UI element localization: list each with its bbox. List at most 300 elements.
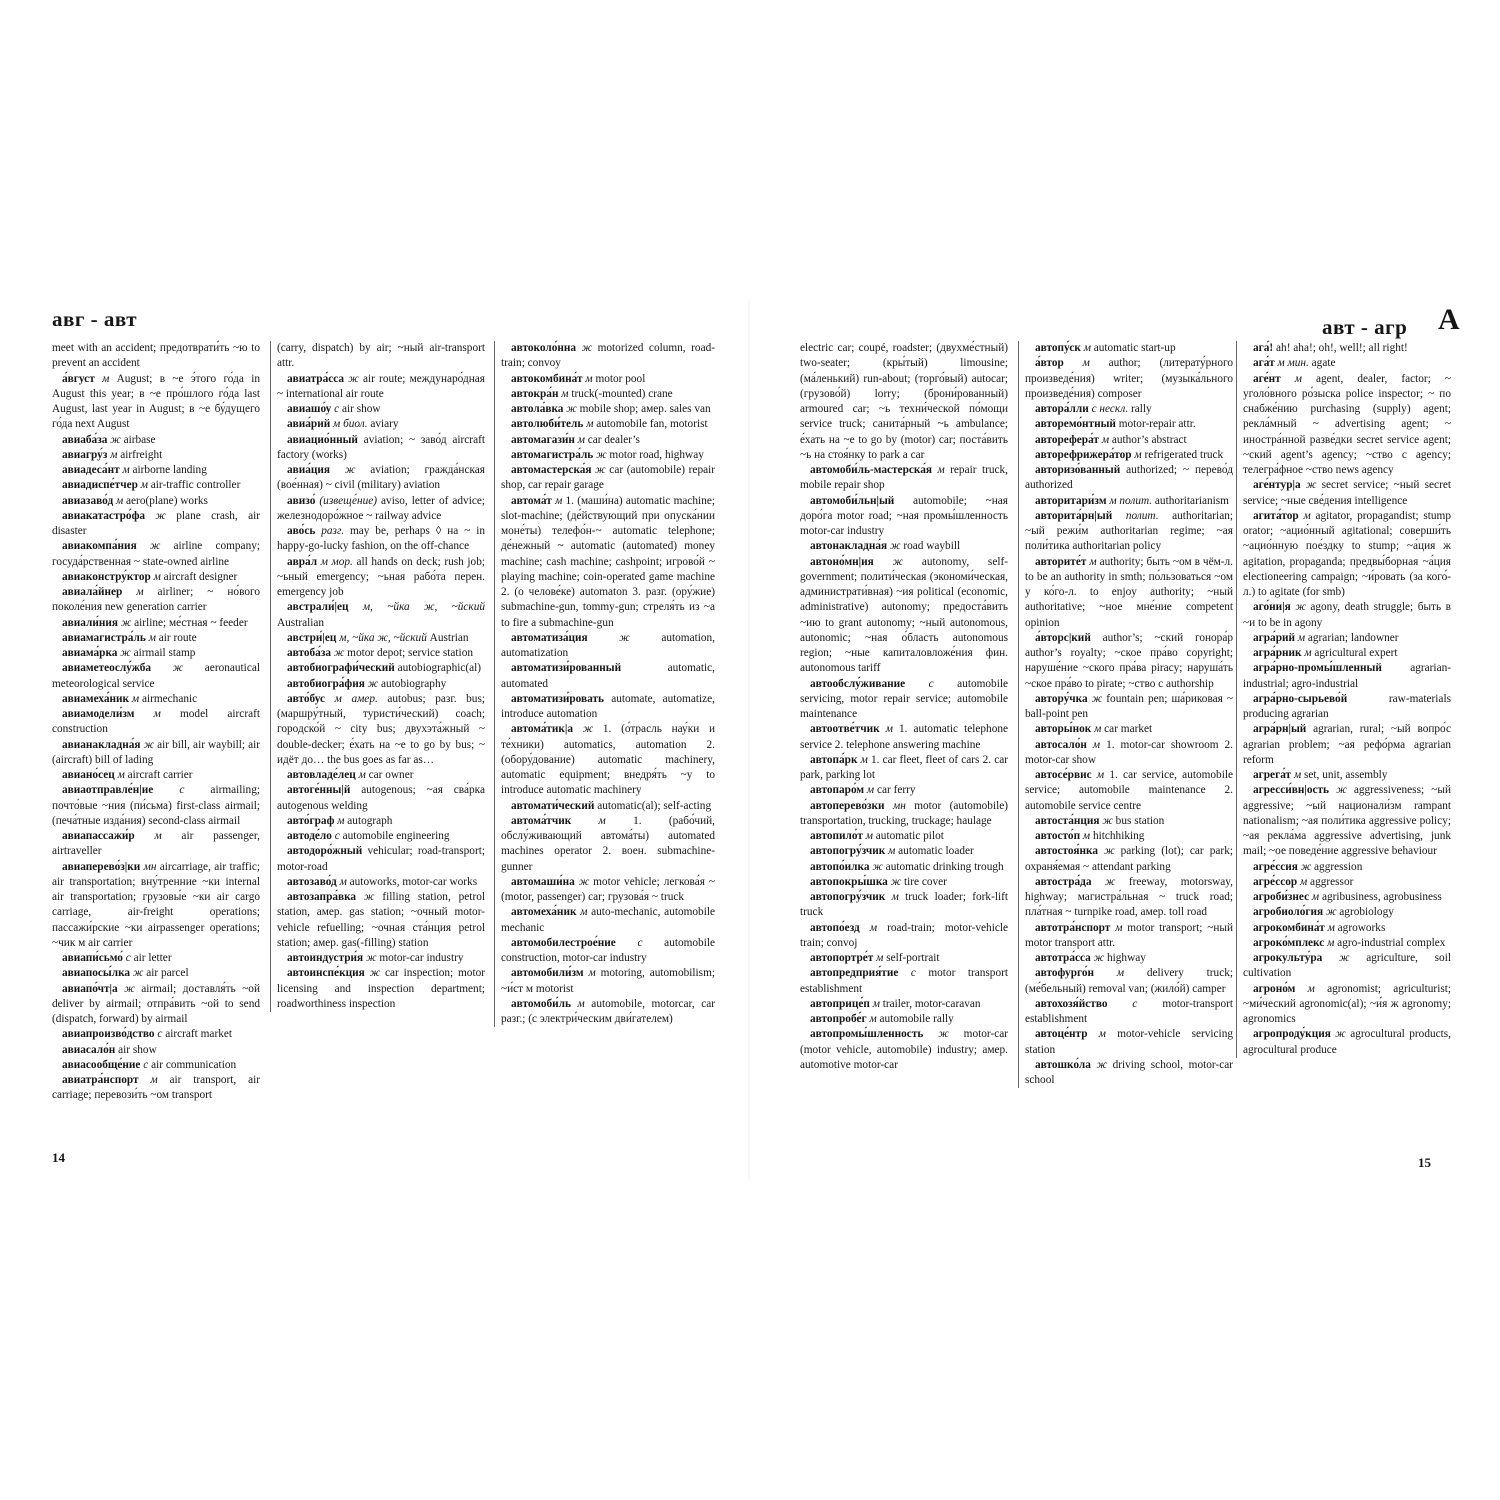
entry-grammar-label: ж [1300,860,1312,873]
dictionary-entry: автомоби́ль-мастерска́я м repair truck, mobile repair shop [800,464,1008,492]
entry-headword: агре́ссия [1253,860,1298,873]
entry-grammar-label: с [928,677,934,690]
entry-grammar-label: м [1082,830,1091,842]
dictionary-entry: авиазаво́д м aero(plane) works [62,494,208,507]
entry-headword: аво́сь [287,525,316,537]
entry-grammar-label: м [1304,647,1312,659]
dictionary-entry: авизо́ (извеще́ние) aviso, letter of advice; железнодоро́жное ~ railway advice [277,494,486,522]
entry-headword: автопредприя́тие [810,967,899,980]
dictionary-entry: автокомбина́т м motor pool [511,372,646,385]
entry-headword: авиапо́чт|а [62,982,118,995]
entry-headword: авторитари́зм [1035,494,1107,507]
dictionary-entry: а́вгуст м August; в ~е э́того го́да in August this year; в ~е про́шлого го́да last August, last year in August; в ~е бу́дущего го́да next August [52,372,260,431]
dictionary-entry: автоматизи́рованный automatic, automated [501,662,715,690]
entry-grammar-label: ж [367,677,379,690]
dictionary-entry: автопа́рк м 1. car fleet, fleet of cars 2. car park, parking lot [800,753,1008,781]
dictionary-entry: авто́бус м амер. autobus; разг. bus; (маршру́тный, туристи́ческий) coach; городско́й ~ city bus; двухэта́жный ~ double-decker; е́хать на ~е to go by bus; ~ идёт до… the bus goes as far as… [277,692,485,766]
entry-grammar-label: м [122,464,130,476]
entry-grammar-label: м [1327,921,1335,934]
entry-grammar-label: м [140,479,148,492]
entry-grammar-label: с [637,936,643,949]
entry-grammar-label: ж [890,875,902,888]
dictionary-entry: автома́тчик м 1. (рабо́чий, обслу́живающий автома́ты) automated machines operator 2. воен. submachine-gunner [501,814,716,873]
entry-headword: авиали́ния [62,616,118,629]
entry-headword: автофурго́н [1035,967,1094,980]
dictionary-entry: авиадиспе́тчер м air-traffic controller [62,479,241,492]
entry-grammar-label: ж [120,647,131,659]
dictionary-entry: авторефрижера́тор м refrigerated truck [1035,448,1224,461]
dictionary-entry: авторы́нок м car market [1035,723,1153,736]
dictionary-entry: автоинспе́кция ж car inspection; motor licensing and inspection department; roadworthiness inspection [277,967,485,1010]
entry-grammar-label: м [115,494,124,507]
dictionary-entry: автору́чка ж fountain pen; ша́риковая ~ ball-point pen [1025,692,1234,720]
entry-grammar-label: ж [1335,1028,1346,1041]
entry-grammar-label: м [1101,433,1110,446]
entry-grammar-label: ж [1325,906,1337,919]
dictionary-column-5 [1018,341,1233,1088]
dictionary-entry: автобиогра́фия ж autobiography [287,677,447,690]
dictionary-entry: агра́рий м agrarian; landowner [1253,631,1399,644]
entry-headword: автопаро́м [810,784,865,797]
entry-grammar-label: м [885,723,893,736]
entry-headword: автостра́да [1035,875,1092,888]
dictionary-entry: автопо́езд м road-train; motor-vehicle train; convoj [800,921,1008,949]
entry-headword: автомоби́ль-мастерска́я [810,464,932,476]
entry-grammar-label: м [1311,891,1320,903]
section-letter: А [1438,303,1460,336]
entry-headword: автома́тик|а [511,723,573,736]
dictionary-entry: авиапроизво́дство с aircraft market [62,1028,233,1041]
entry-grammar-label: м [154,830,162,842]
entry-headword: автоно́мн|ия [810,555,874,568]
entry-headword: автоге́нны|й [287,784,351,797]
entry-grammar-label: м полит. [1109,494,1153,507]
entry-grammar-label: ж [143,738,155,751]
entry-headword: авторита́рн|ый [1035,509,1113,522]
entry-headword: автомастерска́я [511,464,592,476]
entry-headword: автопа́рк [810,753,858,766]
dictionary-entry: а́вторс|кий author’s; ~ский гонора́р author’s royalty; ~ское пра́во copyright; наруше́ние ~ского пра́ва piracy; наруша́ть ~ское пра́во to pirate; ~ство с authorship [1025,631,1233,690]
entry-headword: агресси́вн|ость [1253,784,1330,797]
dictionary-entry: авианакладна́я ж air bill, air waybill; air (aircraft) bill of lading [52,738,260,766]
entry-grammar-label: м [339,875,347,888]
page-number-left: 14 [52,1150,65,1165]
entry-grammar-label: м [586,418,594,431]
entry-headword: авизо́ [287,494,316,507]
dictionary-column-4 [800,341,1008,1073]
entry-headword: агрега́т [1253,769,1292,781]
entry-headword: авиапассажи́р [62,830,135,842]
entry-headword: автоинспе́кция [287,967,365,980]
dictionary-entry: агресси́вн|ость ж aggressiveness; ~ый aggressive; ~ый национали́зм rampant nationalism; ~ая поли́тика aggressive policy; ~ая рекла́ма aggressive advertising, junk mail; ~ое поведе́ние aggressive behaviour [1243,784,1451,858]
entry-headword: аго́ни|я [1253,601,1291,614]
dictionary-entry: автотра́нспорт м motor transport; ~ный motor transport attr. [1025,921,1234,949]
dictionary-entry: автоиндустри́я ж motor-car industry [287,952,464,964]
dictionary-entry: автосе́рвис м 1. car service, automobile service; automobile maintenance 2. automobile service centre [1025,769,1233,812]
entry-grammar-label: ж [1104,875,1116,888]
dictionary-entry: авиасообще́ние с air communication [62,1058,237,1071]
entry-grammar-label: м [1092,738,1101,751]
entry-grammar-label: разг. [321,525,345,537]
dictionary-entry: авиапассажи́р м air passenger, airtraveller [52,830,260,858]
entry-headword: авиадиспе́тчер [62,479,138,492]
entry-grammar-label: м [580,906,588,919]
dictionary-entry: автообслу́живание с automobile servicing, motor repair service; automobile maintenance [800,677,1008,720]
dictionary-entry: автомагази́н м car dealer’s [511,433,640,446]
entry-grammar-label: м [1094,723,1102,736]
entry-grammar-label: м [1098,1028,1106,1041]
dictionary-entry: автора́лли с нескл. rally [1035,403,1152,415]
dictionary-entry: авиакатастро́фа ж plane crash, air disaster [52,509,261,537]
page-number-right: 15 [1418,1155,1431,1170]
entry-headword: автостоя́нка [1035,845,1098,858]
entry-grammar-label: ж [1104,845,1115,858]
entry-headword: автоперево́зки [810,799,885,812]
entry-headword: автоце́нтр [1035,1028,1088,1041]
entry-headword: авиаотправле́н|ие [62,784,154,797]
dictionary-entry: автоде́ло с automobile engineering [287,830,450,842]
entry-headword: авиамеха́ник [62,692,130,705]
dictionary-entry: а́втор м author; (литерату́рного произведе́ния) writer; (музыка́льного произведе́ния) composer [1025,357,1233,400]
dictionary-entry: авиапосы́лка ж air parcel [62,967,189,980]
dictionary-entry: авиаконстру́ктор м aircraft designer [62,570,238,583]
entry-grammar-label: ж [149,540,161,553]
entry-grammar-label: м [110,448,118,461]
entry-headword: автолюби́тель [511,418,584,431]
dictionary-entry: авторизо́ванный authorized; ~ перево́д authorized [1025,464,1233,492]
entry-headword: агра́рно-сырьево́й [1253,692,1348,705]
dictionary-entry: автотра́сса ж highway [1035,952,1146,964]
dictionary-entry: автомоби́льн|ый automobile; ~ная доро́га motor road; ~ная промы́шленность motor-car industry [800,494,1008,537]
dictionary-entry: автовладе́лец м car owner [287,769,414,781]
entry-headword: автомоби́ль [511,997,571,1010]
entry-grammar-label: м [561,387,569,400]
entry-grammar-label: м [1096,769,1105,781]
entry-headword: авторы́нок [1035,723,1092,736]
entry-headword: ага́т [1253,357,1275,370]
entry-grammar-label: м [891,891,899,903]
entry-grammar-label: м [102,372,110,385]
entry-continuation: meet with an accident; предотврати́ть ~ю to prevent an accident [52,342,260,370]
entry-headword: автору́чка [1035,692,1088,705]
entry-headword: агропроду́кция [1253,1028,1331,1041]
entry-grammar-label: м биол. [333,418,368,431]
dictionary-entry: авиаперево́з|ки мн aircarriage, air traffic; air transportation; вну́тренние ~ки internal air transportation; грузовы́е ~ки air cargo carriage, air-freight operations; пассажи́рские ~ки airpassenger operations; ~чик м air carrier [52,860,260,949]
entry-headword: автобиографи́ческий [287,662,395,675]
entry-headword: автома́т [511,494,552,507]
entry-grammar-label: м [1082,357,1090,370]
entry-headword: авиама́рка [62,647,118,659]
entry-grammar-label: с [179,784,185,797]
entry-grammar-label: ж [595,464,606,476]
entry-headword: авиапосы́лка [62,967,131,980]
dictionary-entry: авра́л м мор. all hands on deck; rush job; ~ьный emergency; ~ьная рабо́та перен. emergency job [277,555,485,598]
dictionary-entry: агра́рник м agricultural expert [1253,647,1398,659]
entry-grammar-label: ж [581,342,593,354]
dictionary-entry: авиа́рий м биол. aviary [287,418,399,431]
entry-grammar-label: м, ~йка ж, ~йский [339,631,427,644]
dictionary-entry: автоба́за ж motor depot; service station [287,647,473,659]
entry-headword: авиамагистра́ль [62,631,146,644]
entry-grammar-label: м [136,586,144,598]
entry-headword: автотра́сса [1035,952,1091,964]
entry-headword: авторизо́ванный [1035,464,1121,476]
dictionary-entry: автоматиза́ция ж automation, automatization [501,631,715,659]
dictionary-entry: автомобилестрое́ние с automobile construction, motor-car industry [501,936,716,964]
dictionary-entry: авиамеха́ник м airmechanic [62,692,198,705]
entry-headword: автоба́за [287,647,332,659]
dictionary-entry: агита́тор м agitator, propagandist; stump orator; ~ацио́нный agitational; соверши́ть ~ацио́нную пое́здку to stump; ~а́ция ж agitation, propaganda; предвы́борная ~а́ция electioneering campaign; ~и́ровать (за кого́-л.) to agitate (for smb) [1243,509,1451,598]
entry-headword: авиадеса́нт [62,464,120,476]
entry-grammar-label: м [876,952,884,964]
entry-grammar-label: ж [1336,784,1347,797]
dictionary-entry: авиапо́чт|а ж airmail; доставля́ть ~ой deliver by airmail; отпра́вить ~ой to send (dispatch, forward) by airmail [52,982,260,1025]
dictionary-entry: автомагистра́ль ж motor road, highway [511,448,704,461]
dictionary-entry: авто́граф м autograph [287,814,393,827]
entry-grammar-label: м [1294,372,1302,385]
entry-headword: авиацио́нный [287,433,358,446]
entry-grammar-label: м мин. [1277,357,1309,370]
dictionary-entry: авиашо́у с air show [287,403,381,415]
entry-headword: авиаконстру́ктор [62,570,151,583]
entry-headword: агроби́знес [1253,891,1310,903]
entry-grammar-label: (извеще́ние) [319,494,378,507]
entry-headword: агита́тор [1253,509,1299,522]
dictionary-entry: автомобили́зм м motoring, automobilism; ~и́ст м motorist [501,967,716,995]
entry-grammar-label: ж [1102,814,1113,827]
dictionary-entry: аге́нтур|а ж secret service; ~ный secret service; ~ные све́дения intelligence [1243,479,1451,507]
entry-headword: агра́рно-промы́шленный [1253,662,1382,675]
entry-grammar-label: с [910,967,916,980]
entry-grammar-label: м [1115,921,1123,934]
dictionary-entry: авиамагистра́ль м air route [62,631,197,644]
entry-headword: авиала́йнер [62,586,123,598]
dictionary-entry: авиала́йнер м airliner; ~ но́вого поколе́ния new generation carrier [52,586,260,614]
dictionary-entry: авиапи́сьмо́ с air letter [62,952,172,964]
entry-headword: автокомбина́т [511,372,583,385]
entry-grammar-label: м [1083,342,1091,354]
entry-headword: автосто́п [1035,830,1081,842]
entry-headword: автомати́ческий [511,799,595,812]
entry-headword: автозаво́д [287,875,337,888]
entry-headword: автома́тчик [511,814,572,827]
entry-grammar-label: ж [333,647,345,659]
entry-headword: авиано́сец [62,769,115,781]
entry-grammar-label: ж [619,631,630,644]
entry-grammar-label: ж [124,982,135,995]
entry-headword: автообслу́живание [810,677,906,690]
entry-headword: авторефера́т [1035,433,1099,446]
entry-grammar-label: с [1132,997,1138,1010]
entry-grammar-label: м [585,372,593,385]
entry-headword: автопу́ск [1035,342,1081,354]
entry-grammar-label: м [131,692,140,705]
entry-grammar-label: ж [578,875,590,888]
entry-headword: ага́! [1253,342,1274,354]
entry-headword: автопогру́зчик [810,845,886,858]
entry-headword: автомагази́н [511,433,575,446]
entry-grammar-label: ж [365,952,377,964]
dictionary-entry: авиано́сец м aircraft carrier [62,769,193,781]
dictionary-entry: автопредприя́тие с motor transport establishment [800,967,1009,995]
entry-headword: автокра́н [511,387,559,400]
entry-headword: автопокры́шка [810,875,888,888]
entry-grammar-label: ж [872,860,883,873]
dictionary-entry: автостра́да ж freeway, motorsway, highway; магистра́льная ~ truck road; пла́тная ~ turnpike road, амер. toll road [1025,875,1233,919]
dictionary-entry: авиаба́за ж airbase [62,433,156,446]
dictionary-entry: автоотве́тчик м 1. automatic telephone service 2. telephone answering machine [800,723,1008,751]
entry-grammar-label: м [888,845,896,858]
entry-headword: автопогру́зчик [810,891,886,903]
entry-headword: агрокомбина́т [1253,921,1325,934]
entry-headword: авиашо́у [287,403,332,415]
dictionary-entry: авиамодели́зм м model aircraft construction [52,708,260,736]
entry-headword: агроко́мплекс [1253,936,1325,949]
dictionary-entry: автоно́мн|ия ж autonomy, self-government; полити́ческая (экономи́ческая, администрати́вная) ~ия political (economic, administrative) autonomy; предоста́вить ~ию to grant autonomy; ~ный autonomous, autonomic; ~ная о́бласть autonomous region; ~ные капиталовложе́ния фин. autonomous tariff [800,555,1009,675]
dictionary-entry: ага́! ah! aha!; oh!, well!; all right! [1253,342,1408,354]
entry-grammar-label: м амер. [334,692,378,705]
dictionary-entry: агра́рно-промы́шленный agrarian-industrial; agro-industrial [1243,662,1451,690]
entry-headword: авиа́рий [287,418,331,431]
dictionary-entry: автопило́т м automatic pilot [810,830,944,842]
entry-headword: автоприце́п [810,997,870,1010]
dictionary-entry: авиаметеослу́жба ж aeronautical meteorological service [52,662,260,690]
dictionary-entry: автопо́илка ж automatic drinking trough [810,860,1004,873]
entry-grammar-label: ж [363,891,375,903]
entry-headword: авиаметеослу́жба [62,662,152,675]
entry-headword: автопромы́шленность [810,1028,924,1041]
entry-headword: а́вгуст [62,372,95,385]
entry-headword: авиамодели́зм [62,708,135,720]
entry-grammar-label: ж [1339,952,1350,964]
dictionary-entry: авиали́ния ж airline; ме́стная ~ feeder [62,616,248,629]
entry-grammar-label: м [1300,875,1308,888]
dictionary-entry: авиакомпа́ния ж airline company; госуда́рственная ~ state-owned airline [52,540,260,568]
dictionary-entry: автола́вка ж mobile shop; амер. sales van [511,403,711,415]
entry-grammar-label: ж [369,967,381,980]
entry-grammar-label: м [148,631,156,644]
entry-headword: авиагру́з [62,448,108,461]
entry-headword: автора́лли [1035,403,1089,415]
entry-headword: автонакладна́я [810,540,888,553]
dictionary-entry: автомаши́на ж motor vehicle; легкова́я ~ (motor, passenger) car; грузова́я ~ truck [501,875,715,903]
dictionary-entry: аге́нт м agent, dealer, factor; ~ уголо́вного ро́зыска police inspector; ~ по снабже́нию purchasing (supply) agent; рекла́мный ~ advertising agent; ~ иностра́нной разве́дки secret service agent; ~ский agent’s agency; ~ство с agency; телегра́фное ~ство news agency [1243,372,1451,476]
entry-grammar-label: с [125,952,131,964]
entry-grammar-label: с [143,1058,149,1071]
entry-headword: автовладе́лец [287,769,356,781]
entry-grammar-label: м [577,433,585,446]
dictionary-entry: автофурго́н м delivery truck; (ме́бельный) removal van; (жило́й) camper [1025,967,1234,995]
right-page [750,0,1500,1500]
entry-grammar-label: ж [172,662,184,675]
dictionary-entry: автопогру́зчик м automatic loader [810,845,974,858]
entry-grammar-label: м [1297,631,1306,644]
entry-grammar-label: с [157,1028,163,1041]
entry-grammar-label: м [869,1013,877,1025]
entry-headword: автосе́рвис [1035,769,1092,781]
dictionary-entry: автоматизи́ровать automate, automatize, introduce automation [501,692,715,720]
entry-grammar-label: м [577,997,585,1010]
entry-grammar-label: м [1303,509,1311,522]
entry-headword: авианакладна́я [62,738,141,751]
dictionary-column-2 [270,341,485,1012]
dictionary-entry: ага́т м мин. agate [1253,357,1336,370]
entry-headword: автомаши́на [511,875,575,888]
entry-headword: агре́ссор [1253,875,1298,888]
dictionary-entry: автозаво́д м autoworks, motor-car works [287,875,478,888]
dictionary-entry: автоге́нны|й autogenous; ~ая сва́рка autogenous welding [277,784,485,812]
entry-headword: автоотве́тчик [810,723,880,736]
dictionary-entry: авиагру́з м airfreight [62,448,163,461]
running-head-right: авт - агр [1322,315,1408,339]
entry-grammar-label: ж [1295,601,1306,614]
entry-grammar-label: мн [893,799,906,812]
dictionary-entry: авиаотправле́н|ие с airmailing; почто́вые ~ния (пи́сьма) first-class airmail; (печа́тные изда́ния) second-class airmail [52,784,260,827]
dictionary-entry: авторемо́нтный motor-repair attr. [1035,418,1196,431]
dictionary-entry: автосало́н м 1. motor-car showroom 2. motor-car show [1025,738,1233,766]
entry-grammar-label: полит. [1125,509,1159,522]
entry-headword: агробиоло́гия [1253,906,1324,919]
entry-headword: авиасало́н [62,1043,116,1056]
entry-headword: агроно́м [1253,982,1296,995]
dictionary-entry: агрокомбина́т м agroworks [1253,921,1386,934]
entry-grammar-label: ж [1091,692,1103,705]
dictionary-entry: авторитари́зм м полит. authoritarianism [1035,494,1229,507]
entry-grammar-label: м [598,814,606,827]
dictionary-entry: авторита́рн|ый полит. authoritarian; ~ый режи́м authoritarian regime; ~ая поли́тика authoritarian policy [1025,509,1233,553]
entry-continuation: (carry, dispatch) by air; ~ный air-transport attr. [277,342,485,370]
dictionary-entry: автоколо́нна ж motorized column, road-train; convoy [501,342,715,370]
dictionary-entry: автоце́нтр м motor-vehicle servicing station [1025,1028,1233,1056]
entry-grammar-label: м [358,769,366,781]
entry-grammar-label: ж [110,433,121,446]
entry-headword: автоколо́нна [511,342,577,354]
dictionary-entry: аво́сь разг. may be, perhaps ◊ на ~ in happy-go-lucky fashion, on the off-chance [277,525,485,553]
dictionary-entry: авторефера́т м author’s abstract [1035,433,1187,446]
entry-headword: автопо́езд [810,921,860,934]
entry-grammar-label: ж [348,372,359,385]
entry-grammar-label: м [150,1074,158,1086]
entry-headword: авиасообще́ние [62,1058,141,1071]
entry-grammar-label: мн [143,860,157,873]
entry-headword: австри́|ец [287,631,337,644]
entry-headword: авиаперево́з|ки [62,860,141,873]
entry-headword: авиаба́за [62,433,108,446]
entry-headword: автотра́нспорт [1035,921,1111,934]
entry-grammar-label: ж [938,1028,949,1041]
entry-headword: авто́бус [287,692,326,705]
dictionary-entry: автопогру́зчик м truck loader; fork-lift truck [800,891,1009,919]
dictionary-entry: авторите́т м authority; быть ~ом в чём-л. to be an authority in smth; по́льзоваться ~ом у ко́го-л. to enjoy authority; ~ный authoritative; ~ное мне́ние competent opinion [1025,555,1233,629]
entry-grammar-label: м [1327,936,1335,949]
entry-grammar-label: м [865,830,873,842]
entry-headword: авиатра́нспорт [62,1074,139,1086]
entry-headword: австрали́|ец [287,601,349,614]
dictionary-entry: авиасало́н air show [62,1043,157,1056]
entry-grammar-label: м [866,784,875,797]
entry-headword: автомобили́зм [511,967,584,980]
dictionary-entry: автоперево́зки мн motor (automobile) transportation, trucking, truckage; haulage [800,799,1008,827]
entry-grammar-label: м [588,967,596,980]
entry-headword: авторефрижера́тор [1035,448,1132,461]
dictionary-entry: автохозя́йство с motor-transport establishment [1025,997,1233,1025]
dictionary-entry: автомастерска́я ж car (automobile) repair shop, car repair garage [501,464,716,492]
dictionary-entry: автосто́п м hitchhiking [1035,830,1145,842]
entry-headword: автоматизи́ровать [511,692,605,705]
dictionary-entry: автозапра́вка ж filling station, petrol station, амер. gas station; ~очный motor-vehicle refuelling; ~очная ста́нция petrol station; амер. gas(-filling) station [277,891,485,949]
entry-grammar-label: ж [889,540,901,553]
entry-headword: автола́вка [511,403,564,415]
